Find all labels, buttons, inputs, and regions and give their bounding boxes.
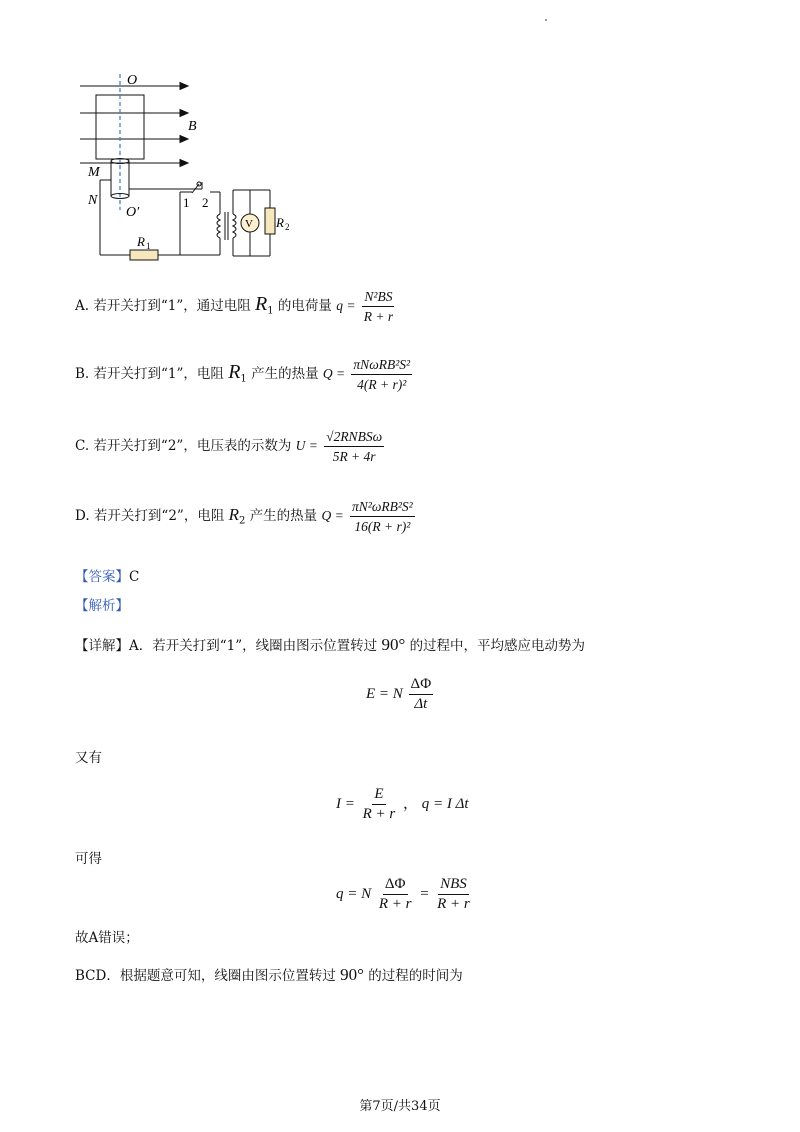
- label-r1: R: [137, 234, 145, 249]
- also-text: 又有: [75, 750, 102, 766]
- label-2: 2: [202, 195, 209, 210]
- equation-emf: E = N $\frac{\Delta\Phi}{\Delta t}$: [366, 676, 432, 712]
- equation-current: I = $\frac{E}{R + r}$ ， q = I Δt: [336, 786, 469, 822]
- page-footer: 第7页/共34页: [359, 1099, 441, 1114]
- label-o: O: [127, 73, 138, 88]
- corner-dot: [545, 19, 547, 21]
- option-a: A. 若开关打到“1”，通过电阻 $R_1$ 的电荷量 q = $\frac{\text{N²BS}}{R + r}$: [75, 289, 394, 324]
- label-b: B: [188, 119, 197, 134]
- option-d: D. 若开关打到“2”，电阻 $R_2$ 产生的热量 Q = $\frac{\text{πN²ωRB²S²}}{\text{16(R + r)²}}$: [75, 499, 413, 534]
- resistor-r2: [265, 208, 275, 234]
- answer-line: [75, 568, 139, 586]
- bcd-line: BCD．根据题意可知，线圈由图示位置转过 90° 的过程的时间为: [75, 965, 463, 984]
- thus-text: 可得: [75, 851, 102, 867]
- conclusion-a: 故A错误；: [75, 930, 139, 946]
- option-b: B. 若开关打到“1”，电阻 $R_1$ 产生的热量 Q = $\frac{\text{πNωRB²S²}}{\text{4(R + r)²}}$: [75, 357, 411, 392]
- analysis-label: 【解析】: [75, 598, 129, 614]
- slip-rings: [111, 159, 129, 199]
- label-r1-sub: 1: [146, 241, 151, 251]
- equation-charge: q = N $\frac{\Delta\Phi}{R + r}$ = $\frac{\text{NBS}}{R + r}$: [336, 876, 470, 912]
- answer-value: C: [129, 569, 140, 585]
- label-v: V: [245, 218, 253, 230]
- label-n: N: [88, 193, 98, 208]
- label-o-prime: O′: [126, 205, 140, 220]
- label-r2: R: [276, 215, 284, 230]
- resistor-r1: [130, 250, 158, 260]
- circuit-diagram: [70, 62, 300, 267]
- label-1: 1: [183, 195, 190, 210]
- label-m: M: [88, 165, 100, 180]
- label-r2-sub: 2: [285, 222, 290, 232]
- answer-label: 【答案】: [75, 569, 129, 585]
- option-c: C. 若开关打到“2”，电压表的示数为 U = $\frac{\text{√2RNBSω}}{5R + 4r}$: [75, 429, 383, 464]
- detail-line: 【详解】A．若开关打到“1”，线圈由图示位置转过 90° 的过程中，平均感应电动势为: [75, 635, 586, 654]
